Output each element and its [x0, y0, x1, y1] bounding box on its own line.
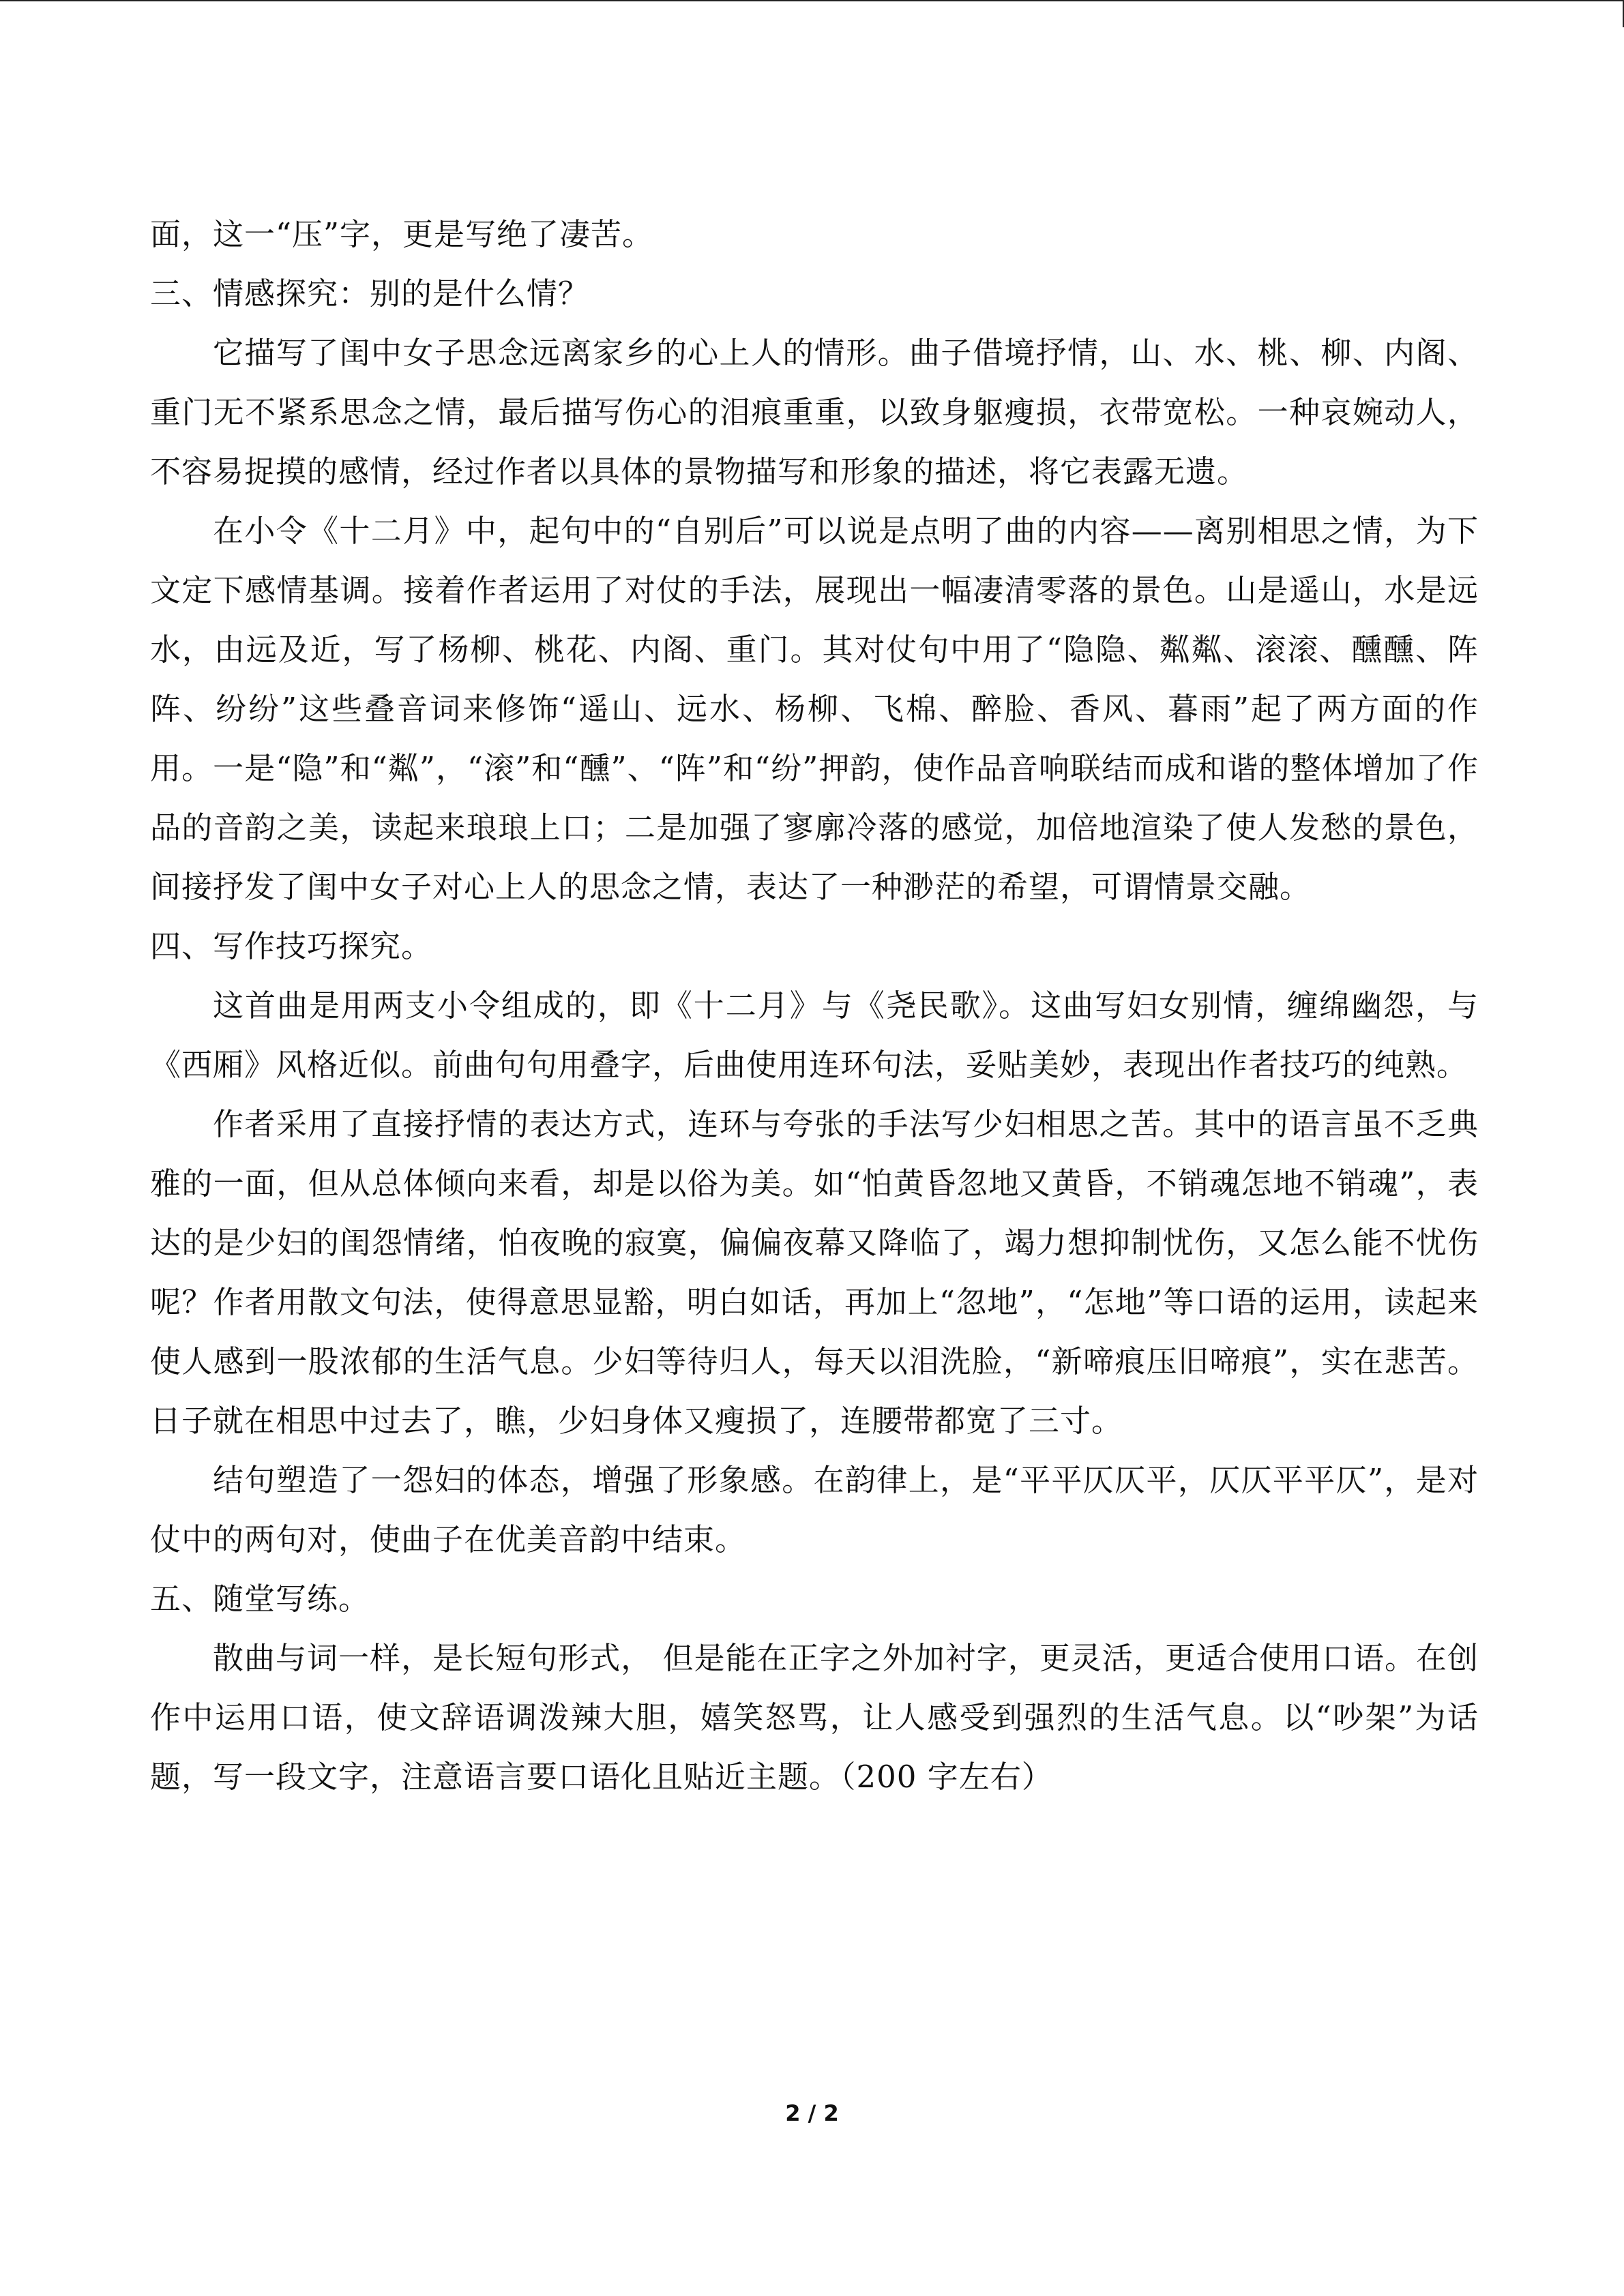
document-body — [150, 205, 1479, 1806]
paragraph-emotion-description: 它描写了闺中女子思念远离家乡的心上人的情形。曲子借境抒情，山、水、桃、柳、内阁、重门无不紧系思念之情，最后描写伤心的泪痕重重，以致身躯瘦损，衣带宽松。一种哀婉动人，不容易捉摸的感情，经过作者以具体的景物描写和形象的描述，将它表露无遗。 — [150, 335, 1479, 490]
paragraph-continuation: 面，这一“压”字，更是写绝了凄苦。 — [150, 216, 654, 252]
page-number: 2 / 2 — [785, 2100, 839, 2126]
paragraph-twelve-months-analysis: 在小令《十二月》中，起句中的“自别后”可以说是点明了曲的内容——离别相思之情，为下文定下感情基调。接着作者运用了对仗的手法，展现出一幅凄清零落的景色。山是遥山，水是远水，由远及近，写了杨柳、桃花、内阁、重门。其对仗句中用了“隐隐、粼粼、滚滚、醺醺、阵阵、纷纷”这些叠音词来修饰“遥山、远水、杨柳、飞棉、醉脸、香风、暮雨”起了两方面的作用。一是“隐”和“粼”，“滚”和“醺”、“阵”和“纷”押韵，使作品音响联结而成和谐的整体增加了作品的音韵之美，读起来琅琅上口；二是加强了寥廓冷落的感觉，加倍地渲染了使人发愁的景色，间接抒发了闺中女子对心上人的思念之情，表达了一种渺茫的希望，可谓情景交融。 — [150, 513, 1479, 905]
section-heading-writing-technique: 四、写作技巧探究。 — [150, 928, 433, 964]
paragraph-ending-rhythm: 结句塑造了一怨妇的体态，增强了形象感。在韵律上，是“平平仄仄平，仄仄平平仄”，是对仗中的两句对，使曲子在优美音韵中结束。 — [150, 1462, 1479, 1557]
section-heading-emotion: 三、情感探究：别的是什么情？ — [150, 275, 590, 312]
paragraph-composition: 这首曲是用两支小令组成的，即《十二月》与《尧民歌》。这曲写妇女别情，缠绵幽怨，与《西厢》风格近似。前曲句句用叠字，后曲使用连环句法，妥贴美妙，表现出作者技巧的纯熟。 — [150, 987, 1479, 1083]
paragraph-practice-task: 散曲与词一样，是长短句形式， 但是能在正字之外加衬字，更灵活，更适合使用口语。在创作中运用口语，使文辞语调泼辣大胆，嬉笑怒骂，让人感受到强烈的生活气息。以“吵架”为话题，写一段文字，注意语言要口语化且贴近主题。（200 字左右） — [150, 1640, 1479, 1795]
paragraph-expression-method: 作者采用了直接抒情的表达方式，连环与夸张的手法写少妇相思之苦。其中的语言虽不乏典雅的一面，但从总体倾向来看，却是以俗为美。如“怕黄昏忽地又黄昏，不销魂怎地不销魂”，表达的是少妇的闺怨情绪，怕夜晚的寂寞，偏偏夜幕又降临了，竭力想抑制忧伤，又怎么能不忧伤呢？作者用散文句法，使得意思显豁，明白如话，再加上“忽地”，“怎地”等口语的运用，读起来使人感到一股浓郁的生活气息。少妇等待归人，每天以泪洗脸，“新啼痕压旧啼痕”，实在悲苦。日子就在相思中过去了，瞧，少妇身体又瘦损了，连腰带都宽了三寸。 — [150, 1106, 1479, 1439]
top-border-line — [0, 0, 1624, 1]
section-heading-practice: 五、随堂写练。 — [150, 1581, 370, 1617]
